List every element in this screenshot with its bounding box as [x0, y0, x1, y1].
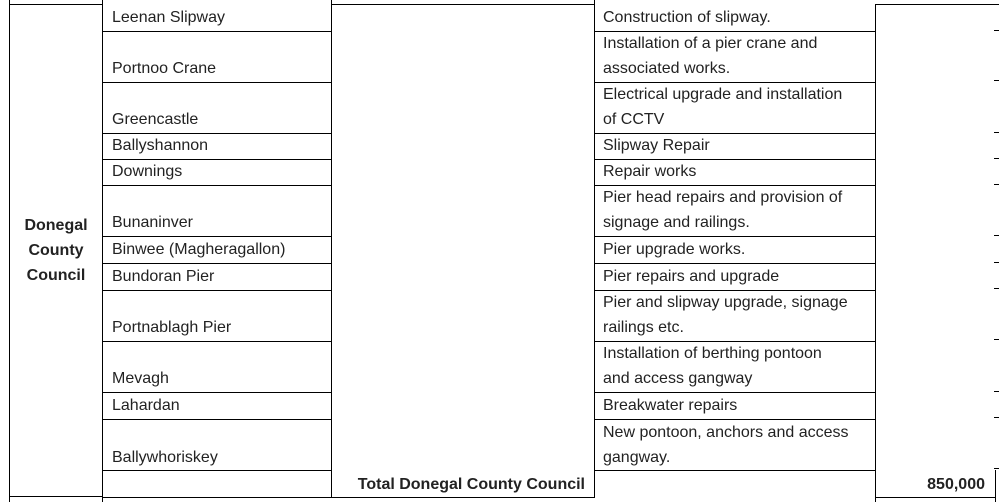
location-cell: Portnablagh Pier: [112, 319, 232, 336]
location-cell: Portnoo Crane: [112, 60, 217, 77]
description-line: gangway.: [603, 449, 671, 466]
location-cell: Downings: [112, 163, 183, 180]
description-line: New pontoon, anchors and access: [603, 424, 849, 441]
location-cell: Leenan Slipway: [112, 9, 225, 26]
location-cell: Bunaninver: [112, 214, 193, 231]
location-cell: Greencastle: [112, 111, 199, 128]
grid-line: [102, 392, 331, 393]
grid-line: [9, 496, 103, 497]
grid-line: [102, 82, 331, 83]
tick-mark: [994, 339, 999, 340]
description-line: Installation of a pier crane and: [603, 35, 818, 52]
grid-line: [102, 341, 331, 342]
grid-line: [331, 4, 595, 5]
description-line: Construction of slipway.: [603, 9, 771, 26]
description-line: Electrical upgrade and installation: [603, 86, 843, 103]
grid-line: [594, 392, 875, 393]
grid-line: [102, 263, 331, 264]
grid-line: [594, 159, 875, 160]
description-line: Pier head repairs and provision of: [603, 189, 843, 206]
tick-mark: [994, 468, 999, 469]
grid-line: [594, 31, 875, 32]
grid-line: [331, 0, 332, 498]
tick-mark: [994, 235, 999, 236]
description-line: associated works.: [603, 60, 731, 77]
council-name-cell: [10, 213, 102, 288]
description-line: and access gangway: [603, 370, 753, 387]
tick-mark: [994, 80, 999, 81]
description-line: Breakwater repairs: [603, 397, 738, 414]
grid-line: [102, 159, 331, 160]
location-cell: Mevagh: [112, 370, 169, 387]
location-cell: Bundoran Pier: [112, 268, 215, 285]
grid-line: [594, 133, 875, 134]
description-line: Repair works: [603, 163, 697, 180]
tick-mark: [994, 158, 999, 159]
grid-line: [594, 263, 875, 264]
location-cell: Ballywhoriskey: [112, 449, 218, 466]
grid-line: [9, 4, 103, 5]
tick-mark: [994, 30, 999, 31]
grid-line: [594, 290, 875, 291]
total-label: Total Donegal County Council: [357, 476, 585, 493]
grid-line: [102, 497, 595, 498]
tick-mark: [994, 288, 999, 289]
grid-line: [594, 470, 875, 471]
grid-line: [594, 236, 875, 237]
grid-line: [594, 185, 875, 186]
tick-mark: [994, 391, 999, 392]
grid-line: [102, 290, 331, 291]
description-line: Installation of berthing pontoon: [603, 345, 822, 362]
grid-line: [875, 4, 999, 5]
description-line: Pier repairs and upgrade: [603, 268, 780, 285]
grid-line: [102, 185, 331, 186]
grid-line: [594, 419, 875, 420]
council-name-line: Donegal: [24, 217, 88, 234]
grid-line: [102, 419, 331, 420]
description-line: railings etc.: [603, 319, 684, 336]
grid-line: [594, 82, 875, 83]
tick-mark: [994, 262, 999, 263]
grid-line: [102, 0, 103, 502]
location-cell: Ballyshannon: [112, 137, 209, 154]
grid-line: [102, 236, 331, 237]
council-name-line: Council: [26, 267, 86, 284]
council-name-line: County: [28, 242, 84, 259]
location-cell: Binwee (Magheragallon): [112, 241, 286, 258]
description-line: Pier and slipway upgrade, signage: [603, 294, 848, 311]
grid-line: [594, 0, 595, 498]
grid-line: [102, 133, 331, 134]
location-cell: Lahardan: [112, 397, 180, 414]
description-line: Pier upgrade works.: [603, 241, 746, 258]
description-line: of CCTV: [603, 111, 665, 128]
tick-mark: [994, 132, 999, 133]
tick-mark: [994, 417, 999, 418]
grid-line: [102, 470, 331, 471]
grid-line: [9, 0, 10, 502]
description-line: signage and railings.: [603, 214, 750, 231]
total-amount: 850,000: [927, 476, 985, 493]
grid-line: [875, 497, 996, 498]
grid-line: [875, 5, 876, 502]
grid-line: [594, 341, 875, 342]
description-line: Slipway Repair: [603, 137, 710, 154]
grid-line: [102, 31, 331, 32]
tick-mark: [994, 184, 999, 185]
